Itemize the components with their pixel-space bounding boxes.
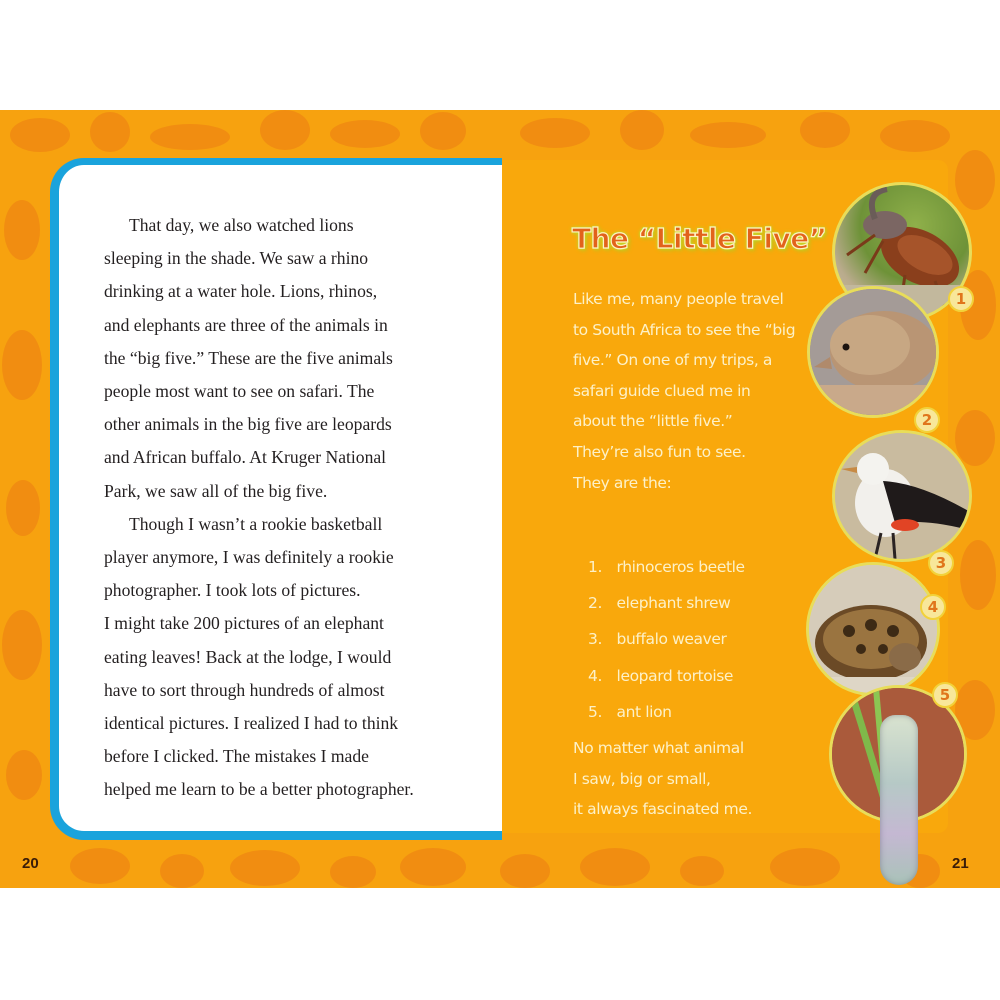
text-line: They’re also fun to see. bbox=[573, 442, 746, 461]
text-line: and elephants are three of the animals in bbox=[104, 314, 388, 335]
text-line: I might take 200 pictures of an elephant bbox=[104, 613, 384, 634]
sidebar-title: The “Little Five” bbox=[572, 222, 827, 255]
list-item: 4. leopard tortoise bbox=[588, 666, 734, 685]
book-spread bbox=[0, 110, 1000, 888]
outro-text bbox=[573, 733, 823, 825]
text-line: other animals in the big five are leopards bbox=[104, 414, 392, 435]
left-page-body bbox=[104, 209, 504, 807]
badge-1: 1 bbox=[948, 286, 974, 312]
text-line: identical pictures. I realized I had to think bbox=[104, 713, 399, 734]
bird-icon bbox=[835, 433, 972, 562]
text-line: Like me, many people travel bbox=[573, 290, 784, 308]
text-line: I saw, big or small, bbox=[573, 769, 711, 788]
photo-elephant-shrew bbox=[807, 286, 939, 418]
text-line: They are the: bbox=[573, 473, 672, 492]
photo-buffalo-weaver bbox=[832, 430, 972, 562]
text-line: That day, we also watched lions bbox=[129, 215, 354, 235]
text-line: drinking at a water hole. Lions, rhinos, bbox=[104, 281, 378, 302]
text-line: safari guide clued me in bbox=[573, 381, 751, 400]
text-line: Though I wasn’t a rookie basketball bbox=[129, 513, 383, 534]
text-line: the “big five.” These are the five animals bbox=[104, 347, 393, 368]
badge-5: 5 bbox=[932, 682, 958, 708]
badge-4: 4 bbox=[920, 594, 946, 620]
text-line: helped me learn to be a better photographer. bbox=[104, 779, 414, 800]
antlion-wing bbox=[880, 715, 918, 885]
list-item: 5. ant lion bbox=[588, 702, 672, 721]
tortoise-icon bbox=[809, 565, 940, 696]
intro-text bbox=[573, 284, 823, 498]
text-line: about the “little five.” bbox=[573, 412, 733, 431]
list-item: 1. rhinoceros beetle bbox=[588, 558, 745, 576]
text-line: Park, we saw all of the big five. bbox=[104, 480, 328, 501]
text-line: to South Africa to see the “big bbox=[573, 320, 796, 339]
list-item: 2. elephant shrew bbox=[588, 594, 731, 613]
text-line: player anymore, I was definitely a rookie bbox=[104, 547, 394, 568]
text-line: people most want to see on safari. The bbox=[104, 381, 375, 402]
text-line: it always fascinated me. bbox=[573, 800, 752, 819]
left-text-panel bbox=[50, 158, 502, 840]
badge-3: 3 bbox=[928, 550, 954, 576]
shrew-icon bbox=[810, 289, 939, 418]
list-item: 3. buffalo weaver bbox=[588, 630, 727, 649]
page-number-right: 21 bbox=[952, 855, 969, 872]
text-line: have to sort through hundreds of almost bbox=[104, 679, 385, 700]
photo-leopard-tortoise bbox=[806, 562, 940, 696]
little-five-list bbox=[588, 549, 745, 730]
text-line: photographer. I took lots of pictures. bbox=[104, 580, 361, 601]
text-line: No matter what animal bbox=[573, 739, 744, 757]
text-line: eating leaves! Back at the lodge, I would bbox=[104, 646, 392, 667]
text-line: sleeping in the shade. We saw a rhino bbox=[104, 248, 369, 269]
page-number-left: 20 bbox=[22, 855, 39, 872]
text-line: five.” On one of my trips, a bbox=[573, 351, 772, 370]
badge-2: 2 bbox=[914, 407, 940, 433]
text-line: before I clicked. The mistakes I made bbox=[104, 746, 369, 767]
text-line: and African buffalo. At Kruger National bbox=[104, 447, 387, 468]
